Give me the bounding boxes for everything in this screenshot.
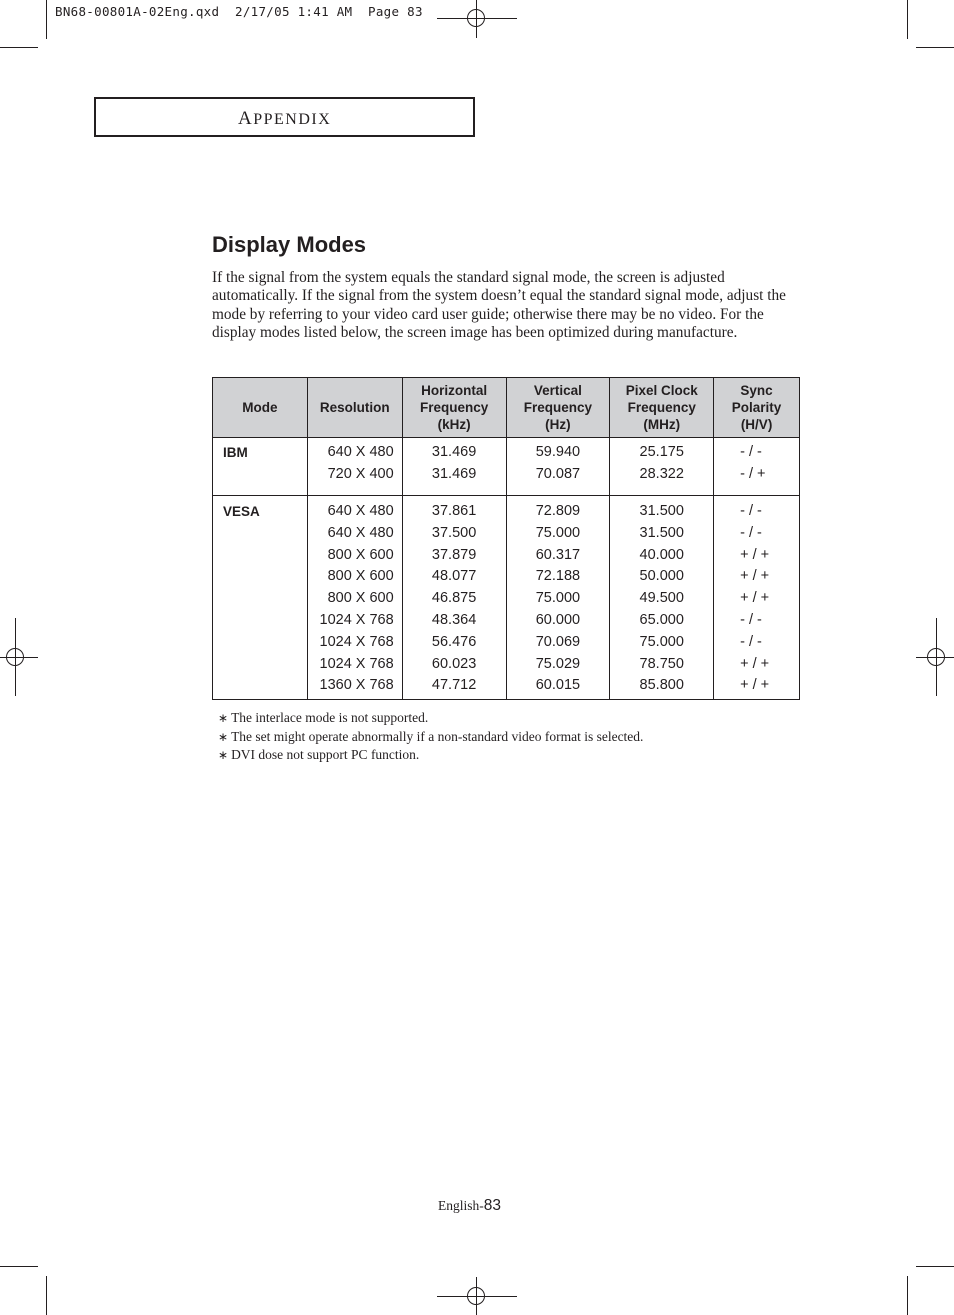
header-mode: Mode (213, 378, 308, 438)
header-resolution: Resolution (307, 378, 402, 438)
sync-cell: - / - - / + (714, 438, 800, 496)
asterisk-icon: ∗ (218, 711, 229, 725)
footnote: ∗ The set might operate abnormally if a non-standard video format is selected. (218, 728, 644, 744)
table-row-group-ibm (213, 438, 800, 496)
mode-cell: VESA (213, 496, 308, 700)
footnote: ∗ The interlace mode is not supported. (218, 710, 429, 725)
header-sync-polarity: Sync Polarity (H/V) (714, 378, 800, 438)
hfreq-cell: 37.861 37.500 37.879 48.077 46.875 48.364 56.476 60.023 47.712 (402, 496, 506, 700)
footnote: ∗ DVI dose not support PC function. (218, 747, 420, 763)
vfreq-cell: 72.809 75.000 60.317 72.188 75.000 60.000 70.069 75.029 60.015 (506, 496, 610, 700)
table-header-row (213, 378, 800, 438)
section-header-box (94, 97, 475, 137)
header-vertical-frequency: Vertical Frequency (Hz) (506, 378, 610, 438)
asterisk-icon: ∗ (218, 748, 229, 763)
header-pixel-clock: Pixel Clock Frequency (MHz) (610, 378, 714, 438)
section-header-label: APPENDIX (238, 108, 332, 129)
asterisk-icon: ∗ (218, 729, 229, 744)
table-row-group-vesa (213, 496, 800, 700)
mode-cell: IBM (213, 438, 308, 496)
display-modes-table (212, 377, 800, 700)
page-title: Display Modes (212, 232, 367, 257)
resolution-cell: 640 X 480 720 X 400 (307, 438, 402, 496)
intro-paragraph: If the signal from the system equals the standard signal mode, the screen is adjusted automatically. If the signal from the system doesn’t equal the standard signal mode, adjust the mode by referring to your video card user guide; otherwise there may be no video. For the display modes listed below, the screen image has been optimized during manufacture. (212, 269, 786, 342)
page-number: English-83 (438, 1197, 501, 1214)
resolution-cell: 640 X 480 640 X 480 800 X 600 800 X 600 800 X 600 1024 X 768 1024 X 768 1024 X 768 1360 X 768 (307, 496, 402, 700)
file-slug: BN68-00801A-02Eng.qxd 2/17/05 1:41 AM Page 83 (55, 4, 423, 19)
pclock-cell: 25.175 28.322 (610, 438, 714, 496)
footnotes (218, 709, 643, 765)
sync-cell: - / - - / - + / + + / + + / + - / - - / - + / + + / + (714, 496, 800, 700)
vfreq-cell: 59.940 70.087 (506, 438, 610, 496)
header-horizontal-frequency: Horizontal Frequency (kHz) (402, 378, 506, 438)
pclock-cell: 31.500 31.500 40.000 50.000 49.500 65.000 75.000 78.750 85.800 (610, 496, 714, 700)
hfreq-cell: 31.469 31.469 (402, 438, 506, 496)
